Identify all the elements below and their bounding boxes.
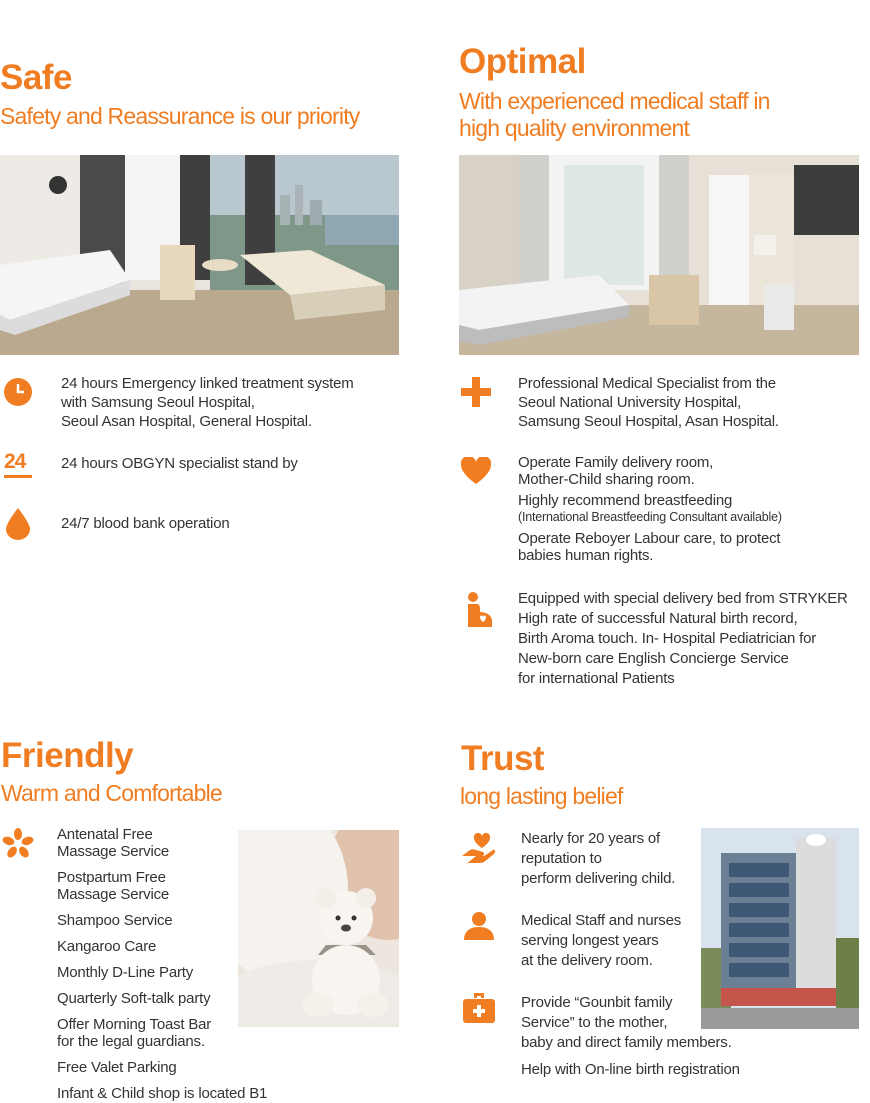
list-item [57, 964, 267, 981]
text-line: Postpartum Free [57, 869, 166, 886]
list-item [57, 938, 267, 955]
optimal-item-2 [518, 454, 782, 564]
safe-subtitle: Safety and Reassurance is our priority [0, 103, 360, 129]
safe-item-1 [61, 374, 354, 431]
pregnant-mother-icon [464, 592, 494, 633]
text-line: (International Breastfeeding Consultant available) [518, 510, 782, 524]
text-line: Birth Aroma touch. In- Hospital Pediatrician for [518, 630, 817, 647]
friendly-title: Friendly [1, 736, 134, 775]
heart-icon [461, 457, 491, 490]
24-hours-icon [4, 451, 34, 478]
text-line: Kangaroo Care [57, 938, 157, 955]
text-line: high quality environment [459, 115, 690, 141]
hand-heart-icon [462, 832, 496, 871]
safe-title: Safe [0, 58, 72, 97]
text-line: High rate of successful Natural birth record, [518, 610, 798, 627]
text-line: Free Valet Parking [57, 1059, 177, 1076]
text-line: Operate Reboyer Labour care, to protect [518, 530, 781, 547]
text-line: Infant & Child shop is located B1 [57, 1085, 268, 1102]
medical-cross-icon [461, 377, 491, 412]
optimal-item-1 [518, 374, 779, 431]
text-line: Antenatal Free [57, 826, 153, 843]
clock-icon [4, 378, 32, 411]
list-item [57, 1059, 267, 1076]
trust-item-2 [521, 911, 681, 971]
list-item [57, 1016, 267, 1050]
teddy-bear-photo [238, 830, 399, 1027]
text-line: reputation to [521, 850, 602, 867]
optimal-title: Optimal [459, 42, 586, 81]
text-line: Samsung Seoul Hospital, Asan Hospital. [518, 413, 779, 430]
optimal-subtitle [459, 88, 770, 142]
text-line: Service” to the mother, [521, 1014, 668, 1031]
medical-kit-icon [463, 993, 495, 1028]
text-line: Seoul Asan Hospital, General Hospital. [61, 413, 312, 430]
trust-item-1 [521, 829, 675, 889]
text-line: Quarterly Soft-talk party [57, 990, 211, 1007]
text-line: Professional Medical Specialist from the [518, 375, 776, 392]
text-line: Shampoo Service [57, 912, 173, 929]
list-item [57, 912, 267, 929]
safe-item-3 [61, 514, 229, 533]
text-line: babies human rights. [518, 547, 654, 564]
text-line: 24/7 blood bank operation [61, 515, 230, 532]
list-item [57, 1085, 267, 1102]
blood-drop-icon [6, 508, 30, 545]
safe-item-2 [61, 454, 298, 473]
optimal-item-3 [518, 589, 848, 689]
text-line: Mother-Child sharing room. [518, 471, 695, 488]
text-line: Monthly D-Line Party [57, 964, 194, 981]
optimal-room-photo [459, 155, 859, 355]
text-line: Equipped with special delivery bed from STRYKER [518, 590, 848, 607]
text-line: Provide “Gounbit family [521, 994, 673, 1011]
text-line: for international Patients [518, 670, 675, 687]
text-line: baby and direct family members. [521, 1034, 732, 1051]
hospital-building-photo [701, 828, 859, 1029]
trust-title: Trust [461, 739, 545, 778]
24-badge-text: 24 [4, 450, 26, 473]
text-line: serving longest years [521, 932, 659, 949]
text-line: Offer Morning Toast Bar [57, 1016, 212, 1033]
text-line: perform delivering child. [521, 870, 676, 887]
friendly-list [57, 826, 267, 1102]
text-line: Highly recommend breastfeeding [518, 492, 733, 509]
safe-room-photo [0, 155, 399, 355]
text-line: With experienced medical staff in [459, 88, 770, 114]
text-line: 24 hours Emergency linked treatment system [61, 375, 354, 392]
friendly-subtitle: Warm and Comfortable [1, 780, 222, 806]
text-line: Massage Service [57, 843, 170, 860]
text-line: at the delivery room. [521, 952, 653, 969]
text-line: Seoul National University Hospital, [518, 394, 742, 411]
text-line: 24 hours OBGYN specialist stand by [61, 455, 298, 472]
staff-person-icon [464, 912, 494, 945]
text-line: Nearly for 20 years of [521, 830, 660, 847]
text-line: with Samsung Seoul Hospital, [61, 394, 255, 411]
text-line: Operate Family delivery room, [518, 454, 714, 471]
list-item [57, 990, 267, 1007]
flower-icon [2, 828, 34, 865]
text-line: for the legal guardians. [57, 1033, 205, 1050]
text-line: Massage Service [57, 886, 170, 903]
list-item [57, 826, 267, 860]
text-line: Medical Staff and nurses [521, 912, 682, 929]
list-item [57, 869, 267, 903]
text-line: New-born care English Concierge Service [518, 650, 789, 667]
trust-subtitle: long lasting belief [460, 783, 623, 809]
text-line: Help with On-line birth registration [521, 1061, 740, 1078]
